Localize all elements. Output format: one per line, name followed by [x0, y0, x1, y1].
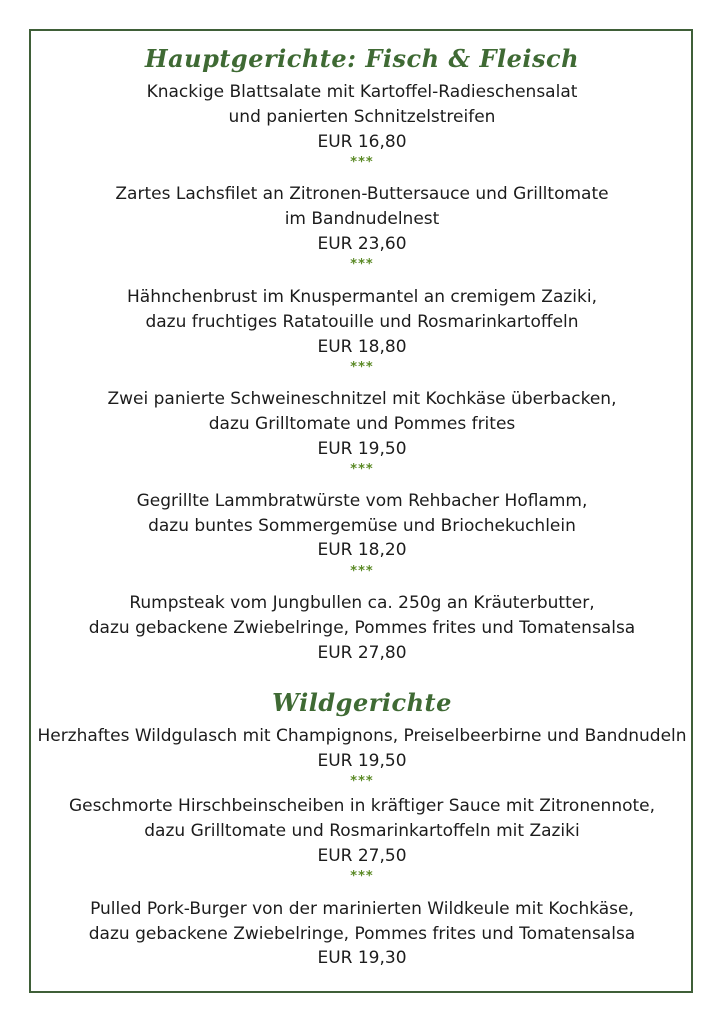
separator-stars: ***: [350, 257, 374, 272]
dish-2-line-1: Zartes Lachsfilet an Zitronen-Buttersauce und Grilltomate: [115, 184, 609, 204]
dish-4-line-1: Zwei panierte Schweineschnitzel mit Kochkäse überbacken,: [107, 389, 617, 409]
game-dish-2-price: EUR 27,50: [317, 846, 407, 866]
dish-4-line-2: dazu Grilltomate und Pommes frites: [208, 414, 516, 434]
game-dish-1-line-1: Herzhaftes Wildgulasch mit Champignons, Preiselbeerbirne und Bandnudeln: [37, 726, 687, 746]
dish-1-line-2: und panierten Schnitzelstreifen: [228, 107, 496, 127]
separator-stars: ***: [350, 155, 374, 170]
dish-6-price: EUR 27,80: [317, 643, 407, 663]
dish-2-price: EUR 23,60: [317, 234, 407, 254]
dish-5-line-1: Gegrillte Lammbratwürste vom Rehbacher Hoflamm,: [136, 491, 588, 511]
game-dish-3-line-2: dazu gebackene Zwiebelringe, Pommes frites und Tomatensalsa: [88, 924, 636, 944]
separator-stars: ***: [350, 869, 374, 884]
dish-5-price: EUR 18,20: [317, 540, 407, 560]
dish-1-line-1: Knackige Blattsalate mit Kartoffel-Radieschensalat: [146, 82, 578, 102]
dish-3-line-1: Hähnchenbrust im Knuspermantel an cremigem Zaziki,: [127, 287, 597, 307]
separator-stars: ***: [350, 774, 374, 789]
dish-6-line-2: dazu gebackene Zwiebelringe, Pommes frites und Tomatensalsa: [88, 618, 636, 638]
dish-2-line-2: im Bandnudelnest: [284, 209, 440, 229]
game-dish-1-price: EUR 19,50: [317, 751, 407, 771]
separator-stars: ***: [350, 564, 374, 579]
dish-1-price: EUR 16,80: [317, 132, 407, 152]
separator-stars: ***: [350, 462, 374, 477]
dish-6-line-1: Rumpsteak vom Jungbullen ca. 250g an Kräuterbutter,: [129, 593, 595, 613]
game-dish-2-line-2: dazu Grilltomate und Rosmarinkartoffeln mit Zaziki: [144, 821, 580, 841]
dish-3-line-2: dazu fruchtiges Ratatouille und Rosmarinkartoffeln: [145, 312, 579, 332]
game-dish-3-price: EUR 19,30: [317, 948, 407, 968]
dish-3-price: EUR 18,80: [317, 337, 407, 357]
game-dish-3-line-1: Pulled Pork-Burger von der marinierten Wildkeule mit Kochkäse,: [90, 899, 634, 919]
dish-5-line-2: dazu buntes Sommergemüse und Briochekuchlein: [148, 516, 576, 536]
dish-4-price: EUR 19,50: [317, 439, 407, 459]
section-heading-game-dishes: Wildgerichte: [272, 688, 452, 717]
section-heading-main-dishes: Hauptgerichte: Fisch & Fleisch: [144, 44, 580, 73]
game-dish-2-line-1: Geschmorte Hirschbeinscheiben in kräftiger Sauce mit Zitronennote,: [68, 796, 656, 816]
separator-stars: ***: [350, 360, 374, 375]
